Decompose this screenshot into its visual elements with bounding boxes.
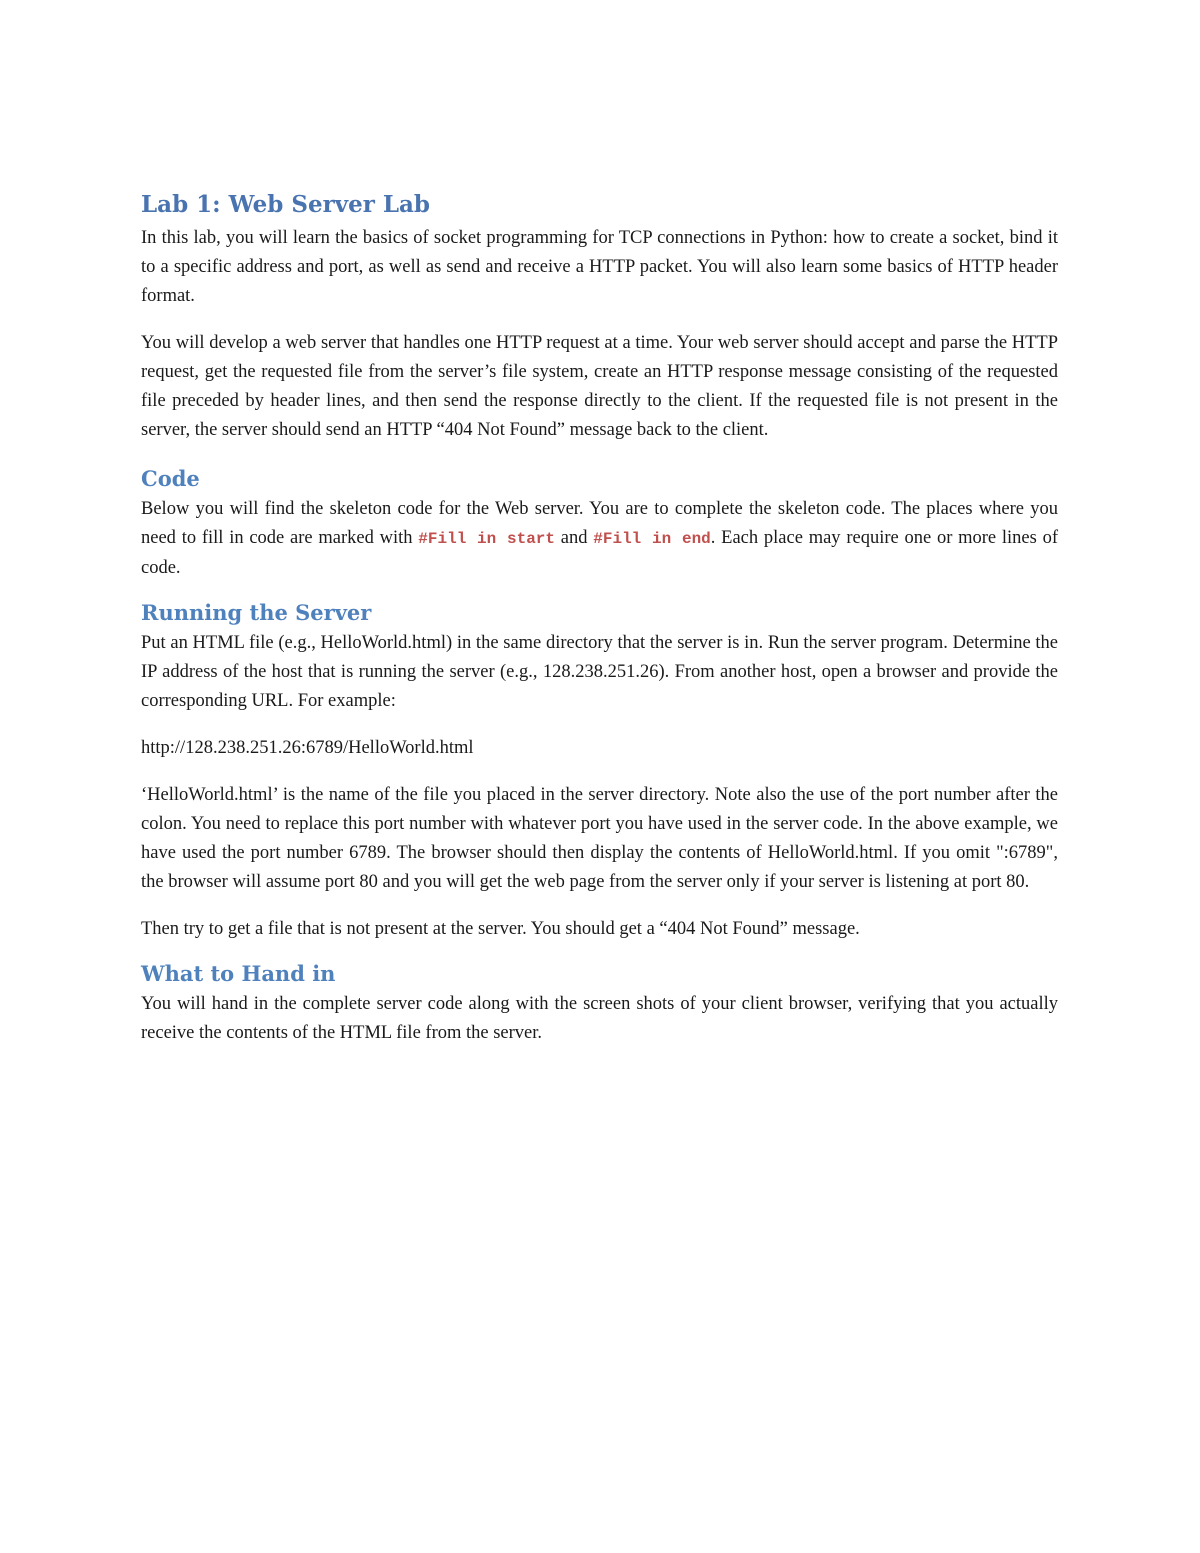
fill-in-end-marker: #Fill in end: [593, 530, 711, 548]
running-paragraph-2: ‘HelloWorld.html’ is the name of the file you placed in the server directory. Note also the use of the port number after the colon. You need to replace this port number with whatever port you have used in the server code. In the above example, we have used the port number 6789. The browser should then display the contents of HelloWorld.html. If you omit ":6789", the browser will assume port 80 and you will get the web page from the server only if your server is listening at port 80.: [141, 785, 1058, 892]
code-text-between: and: [555, 528, 594, 548]
code-heading: Code: [141, 466, 200, 491]
handin-paragraph: You will hand in the complete server code along with the screen shots of your client browser, verifying that you actually receive the contents of the HTML file from the server.: [141, 994, 1058, 1043]
code-paragraph: [141, 495, 1058, 583]
fill-in-start-marker: #Fill in start: [418, 530, 556, 548]
document-page: [141, 188, 1058, 1066]
running-paragraph-3: Then try to get a file that is not present at the server. You should get a “404 Not Found” message.: [141, 919, 860, 939]
intro-paragraph-1: In this lab, you will learn the basics of socket programming for TCP connections in Python: how to create a socket, bind it to a specific address and port, as well as send and receive a HTTP packet. You will also learn some basics of HTTP header format.: [141, 228, 1058, 306]
intro-paragraph-2: You will develop a web server that handles one HTTP request at a time. Your web server should accept and parse the HTTP request, get the requested file from the server’s file system, create an HTTP response message consisting of the requested file preceded by header lines, and then send the response directly to the client. If the requested file is not present in the server, the server should send an HTTP “404 Not Found” message back to the client.: [141, 333, 1058, 440]
example-url: http://128.238.251.26:6789/HelloWorld.html: [141, 738, 474, 758]
running-heading: Running the Server: [141, 600, 372, 625]
code-text-after: . Each place may require one or more lines of code.: [141, 528, 1059, 578]
handin-heading: What to Hand in: [141, 961, 336, 986]
running-paragraph-1: Put an HTML file (e.g., HelloWorld.html) in the same directory that the server is in. Run the server program. Determine the IP address of the host that is running the server (e.g., 128.238.251.26). From another host, open a browser and provide the corresponding URL. For example:: [141, 633, 1058, 711]
page-title: Lab 1: Web Server Lab: [141, 191, 430, 218]
code-text-before: Below you will find the skeleton code for the Web server. You are to complete the skeleton code. The places where you need to fill in code are marked with: [141, 499, 1058, 548]
